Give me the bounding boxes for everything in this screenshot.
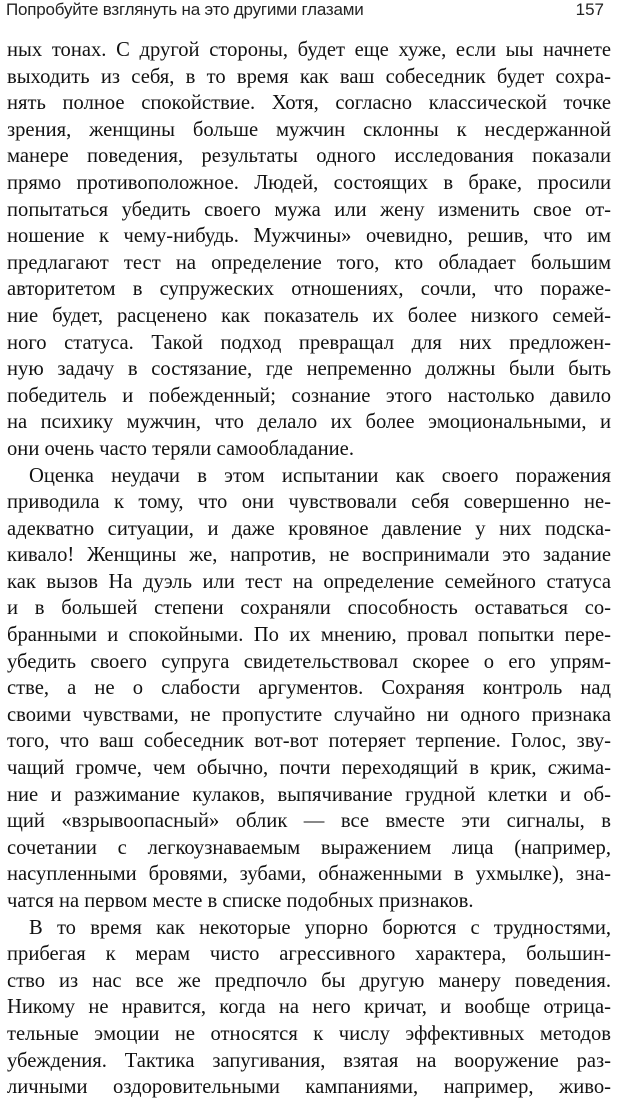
page-header (0, 0, 620, 24)
paragraph (7, 915, 611, 1101)
text-line: чатся на первом месте в списке подобных признаков. (7, 890, 474, 912)
text-line: насупленными бровями, зубами, обнаженными в ухмылке), зна- (7, 863, 611, 886)
text-line: прямо противоположное. Людей, состоящих в браке, просили (7, 171, 611, 194)
text-line: кивало! Женщины же, напротив, не воспринимали это задание (7, 544, 611, 567)
text-line: выходить из себя, в то время как ваш собеседник будет сохра- (7, 65, 611, 88)
text-line: и в большей степени сохраняли способность оставаться со- (7, 597, 611, 620)
text-line: авторитетом в супружеских отношениях, сочли, что пораже- (7, 278, 611, 301)
text-line: они очень часто теряли самообладание. (7, 437, 354, 460)
text-line: приводила к тому, что они чувствовали себя совершенно не- (7, 491, 611, 514)
text-line: адекватно ситуации, и даже кровяное давление у них подска- (7, 517, 611, 540)
text-line: Оценка неудачи в этом испытании как своего поражения (29, 464, 611, 487)
page-number: 157 (575, 0, 604, 19)
text-line: того, что ваш собеседник вот-вот потеряет терпение. Голос, зву- (7, 730, 611, 753)
text-line: ние и разжимание кулаков, выпячивание грудной клетки и об- (7, 783, 611, 806)
text-line: В то время как некоторые упорно борются с трудностями, (29, 916, 611, 939)
text-line: ного статуса. Такой подход превращал для них предложен- (7, 331, 611, 354)
text-line: прибегая к мерам чисто агрессивного характера, большин- (7, 943, 611, 966)
text-line: бранными и спокойными. По их мнению, провал попытки пере- (7, 624, 611, 647)
text-line: щий «взрывоопасный» облик — все вместе эти сигналы, в (7, 810, 611, 833)
text-line: личными оздоровительными кампаниями, например, живо- (7, 1076, 611, 1099)
text-line: тельные эмоции не относятся к числу эффективных методов (7, 1022, 611, 1045)
text-line: убедить своего супруга свидетельствовал скорее о его упрям- (7, 650, 611, 673)
text-line: чащий громче, чем обычно, почти переходящий в крик, сжима- (7, 757, 611, 780)
text-line: предлагают тест на определение того, кто обладает большим (7, 251, 611, 274)
text-line: сочетании с легкоузнаваемым выражением лица (например, (7, 836, 611, 859)
text-line: нять полное спокойствие. Хотя, согласно классической точке (7, 92, 611, 115)
text-line: победитель и побежденный; сознание этого настолько давило (7, 384, 611, 407)
text-line: стве, а не о слабости аргументов. Сохраняя контроль над (7, 677, 611, 700)
paragraph (7, 463, 611, 915)
text-line: своими чувствами, не пропустите случайно ни одного признака (7, 703, 611, 726)
text-line: манере поведения, результаты одного исследования показали (7, 145, 611, 168)
text-line: ношение к чему-нибудь. Мужчины» очевидно, решив, что им (7, 225, 611, 248)
text-line: Никому не нравится, когда на него кричат, и вообще отрица- (7, 996, 611, 1019)
text-line: убеждения. Тактика запугивания, взятая на вооружение раз- (7, 1049, 611, 1072)
text-line: ние будет, расценено как показатель их более низкого семей- (7, 304, 611, 327)
text-line: ную задачу в состязание, где непременно должны были быть (7, 358, 611, 381)
running-head-title: Попробуйте взглянуть на это другими глазами (6, 0, 364, 19)
text-line: ных тонах. С другой стороны, будет еще хуже, если ыы начнете (7, 39, 611, 61)
text-line: зрения, женщины больше мужчин склонны к несдержанной (7, 118, 611, 141)
text-line: попытаться убедить своего мужа или жену изменить свое от- (7, 198, 611, 221)
text-line: как вызов На дуэль или тест на определение семейного статуса (7, 570, 611, 593)
text-line: на психику мужчин, что делало их более эмоциональными, и (7, 411, 611, 434)
paragraph (7, 37, 611, 463)
text-line: ство из нас все же предпочло бы другую манеру поведения. (7, 969, 611, 992)
body-text (7, 37, 611, 1101)
